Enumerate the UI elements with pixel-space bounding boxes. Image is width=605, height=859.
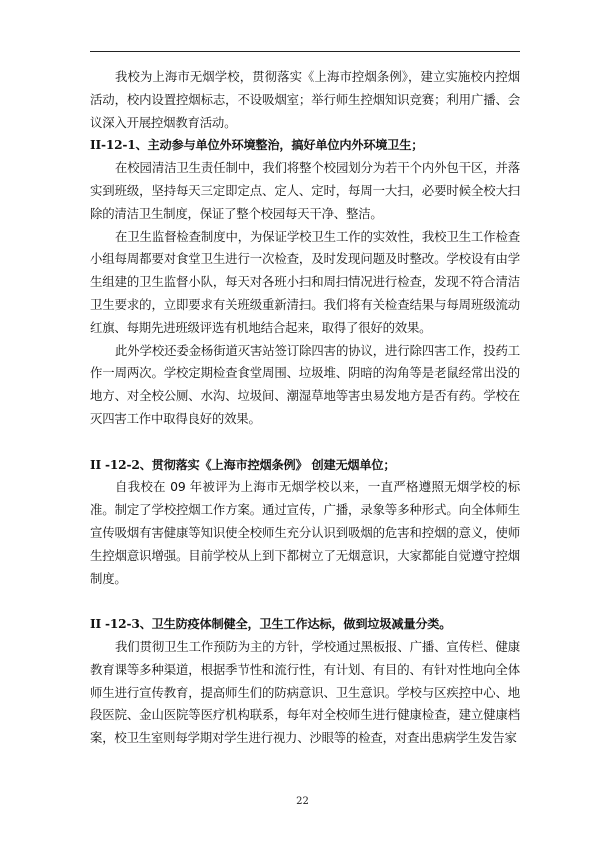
paragraph-spacer bbox=[90, 431, 520, 454]
page-number: 22 bbox=[296, 796, 309, 807]
paragraph-disease-prevention: 我们贯彻卫生工作预防为主的方针，学校通过黑板报、广播、宣传栏、健康教育课等多种渠道，根据季节性和流行性，有计划、有目的、有针对性地向全体师生进行宣传教育，提高师生们的防病意识、卫生意识。学校与区疾控中心、地段医院、金山医院等医疗机构联系，每年对全校师生进行健康检查，建立健康档案，校卫生室则每学期对学生进行视力、沙眼等的检查，对查出患病学生发告家 bbox=[90, 638, 520, 746]
paragraph-smoke-free-standard: 自我校在 09 年被评为上海市无烟学校以来，一直严格遵照无烟学校的标准。制定了学校控烟工作方案。通过宣传，广播，录象等多种形式。向全体师生宣传吸烟有害健康等知识使全校师生充分认识到吸烟的危害和控烟的意义，使师生控烟意识增强。目前学校从上到下都树立了无烟意识，大家都能自觉遵守控烟制度。 bbox=[90, 479, 520, 586]
paragraph-smoke-free-school: 我校为上海市无烟学校，贯彻落实《上海市控烟条例》，建立实施校内控烟活动，校内设置控烟标志，不设吸烟室；举行师生控烟知识竞赛；利用广播、会议深入开展控烟教育活动。 bbox=[90, 69, 520, 130]
section-heading-ii-12-1: II-12-1、主动参与单位外环境整治，搞好单位内外环境卫生； bbox=[90, 138, 424, 153]
paragraph-spacer bbox=[90, 590, 520, 613]
paragraph-pest-control: 此外学校还委金杨街道灭害站签订除四害的协议，进行除四害工作，投药工作一周两次。学校定期检查食堂周围、垃圾堆、阴暗的沟角等是老鼠经常出没的地方、对全校公厕、水沟、垃圾间、潮湿草地等害虫易发地方是否有药。学校在灭四害工作中取得良好的效果。 bbox=[90, 342, 520, 426]
document-body bbox=[90, 66, 520, 750]
paragraph-hygiene-inspection: 在卫生监督检查制度中，为保证学校卫生工作的实效性，我校卫生工作检查小组每周都要对食堂卫生进行一次检查，及时发现问题及时整改。学校设有由学生组建的卫生监督小队，每天对各班小扫和周扫情况进行检查，发现不符合清洁卫生要求的，立即要求有关班级重新清扫。我们将有关检查结果与每周班级流动红旗、每期先进班级评选有机地结合起来，取得了很好的效果。 bbox=[90, 228, 520, 335]
paragraph-cleaning-responsibility: 在校园清洁卫生责任制中，我们将整个校园划分为若干个内外包干区，并落实到班级，坚持每天三定即定点、定人、定时，每周一大扫，必要时候全校大扫除的清洁卫生制度，保证了整个校园每天干净、整洁。 bbox=[90, 160, 520, 221]
header-rule bbox=[90, 51, 520, 52]
section-heading-ii-12-2: II -12-2、贯彻落实《上海市控烟条例》 创建无烟单位； bbox=[90, 457, 396, 472]
section-heading-ii-12-3: II -12-3、卫生防疫体制健全，卫生工作达标，做到垃圾减量分类。 bbox=[90, 617, 452, 632]
